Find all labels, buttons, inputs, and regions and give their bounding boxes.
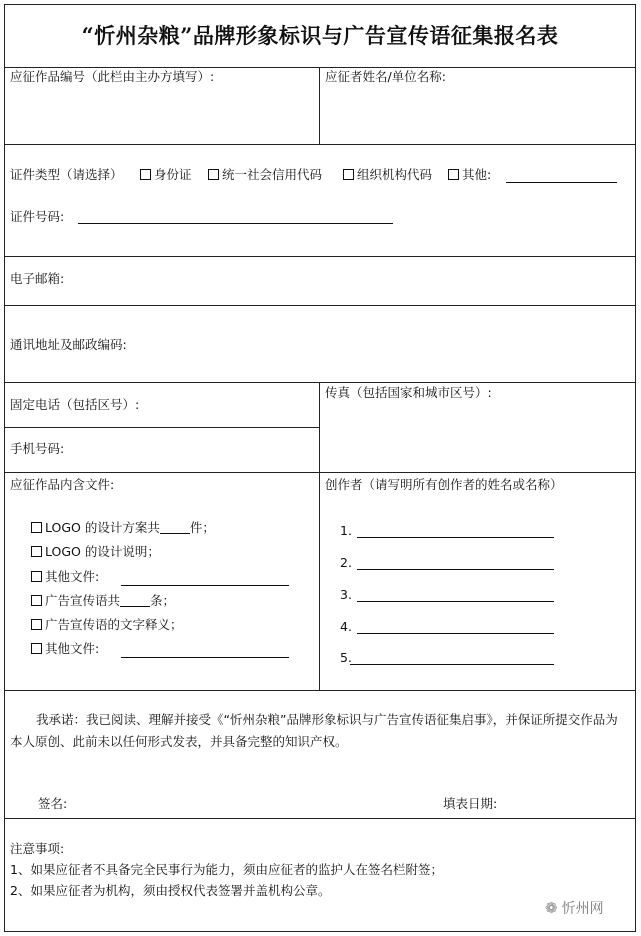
id-option-label: 组织机构代码 bbox=[357, 167, 433, 182]
rule-title bbox=[4, 67, 636, 68]
file-other-2[interactable] bbox=[31, 641, 99, 657]
checkbox-icon[interactable] bbox=[448, 169, 459, 180]
files-label: 应征作品内含文件: bbox=[10, 477, 115, 492]
rule-id bbox=[4, 256, 636, 257]
id-option-idcard[interactable] bbox=[140, 167, 192, 183]
rule-address bbox=[4, 382, 636, 383]
checkbox-icon[interactable] bbox=[31, 546, 42, 557]
checkbox-icon[interactable] bbox=[31, 571, 42, 582]
file-logo-explain[interactable] bbox=[31, 544, 160, 560]
work-number-label: 应征作品编号（此栏由主办方填写）: bbox=[10, 69, 215, 84]
logo-count-blank[interactable] bbox=[160, 521, 190, 534]
file-slogan-text: 广告宣传语共 bbox=[45, 593, 121, 608]
note-item: 1、如果应征者不具备完全民事行为能力，须由应征者的监护人在签名栏附签； bbox=[10, 862, 443, 877]
checkbox-icon[interactable] bbox=[31, 619, 42, 630]
signature-label: 签名: bbox=[38, 796, 68, 811]
creator-number: 1. bbox=[340, 523, 352, 538]
email-label: 电子邮箱: bbox=[10, 271, 65, 286]
file-logo-design-suffix: 件； bbox=[189, 520, 215, 535]
rule-files bbox=[4, 690, 636, 691]
file-logo-design-text: LOGO 的设计方案共 bbox=[45, 520, 160, 535]
file-logo-explain-text: LOGO 的设计说明； bbox=[45, 544, 160, 559]
creator-number: 4. bbox=[340, 619, 352, 634]
slogan-count-blank[interactable] bbox=[120, 594, 150, 607]
file-other-1[interactable] bbox=[31, 569, 99, 585]
pledge-text: 我承诺：我已阅读、理解并接受《“忻州杂粮”品牌形象标识与广告宣传语征集启事》，并保证所提交作品为本人原创、此前未以任何形式发表，并具备完整的知识产权。 bbox=[10, 712, 618, 749]
creator-number: 3. bbox=[340, 587, 352, 602]
checkbox-icon[interactable] bbox=[208, 169, 219, 180]
file-other-2-text: 其他文件: bbox=[45, 641, 100, 656]
creator-number: 2. bbox=[340, 555, 352, 570]
checkbox-icon[interactable] bbox=[343, 169, 354, 180]
id-option-other[interactable] bbox=[448, 167, 491, 183]
file-slogan-suffix: 条； bbox=[150, 593, 176, 608]
creators-label: 创作者（请写明所有创作者的姓名或名称） bbox=[325, 477, 563, 492]
checkbox-icon[interactable] bbox=[140, 169, 151, 180]
file-slogan-explain[interactable] bbox=[31, 617, 183, 633]
id-option-label: 统一社会信用代码 bbox=[222, 167, 323, 182]
checkbox-icon[interactable] bbox=[31, 595, 42, 606]
file-logo-design[interactable] bbox=[31, 520, 215, 536]
rule-landline bbox=[4, 427, 319, 428]
rule-phone bbox=[4, 472, 636, 473]
wechat-icon: ❁ bbox=[545, 899, 558, 917]
landline-label: 固定电话（包括区号）: bbox=[10, 397, 140, 412]
notes-heading: 注意事项: bbox=[10, 841, 65, 856]
date-label: 填表日期: bbox=[443, 796, 498, 811]
note-item: 2、如果应征者为机构，须由授权代表签署并盖机构公章。 bbox=[10, 883, 331, 898]
other-files-2-blank[interactable] bbox=[121, 657, 289, 658]
creator-blank-1[interactable] bbox=[357, 537, 554, 538]
checkbox-icon[interactable] bbox=[31, 643, 42, 654]
file-slogan[interactable] bbox=[31, 593, 175, 609]
id-other-blank[interactable] bbox=[506, 182, 617, 183]
creator-blank-3[interactable] bbox=[357, 601, 554, 602]
creator-blank-2[interactable] bbox=[357, 569, 554, 570]
creator-blank-5[interactable] bbox=[350, 664, 554, 665]
creator-number: 5. bbox=[340, 650, 352, 665]
fax-label: 传真（包括国家和城市区号）: bbox=[325, 385, 492, 400]
id-option-label: 身份证 bbox=[154, 167, 192, 182]
id-type-label: 证件类型（请选择） bbox=[10, 167, 123, 182]
watermark-text: 忻州网 bbox=[561, 901, 604, 917]
watermark-logo bbox=[545, 898, 604, 918]
address-label: 通讯地址及邮政编码: bbox=[10, 337, 127, 352]
id-option-org-code[interactable] bbox=[343, 167, 432, 183]
id-number-blank[interactable] bbox=[78, 223, 393, 224]
id-option-credit-code[interactable] bbox=[208, 167, 322, 183]
file-other-1-text: 其他文件: bbox=[45, 569, 100, 584]
divider-number bbox=[319, 67, 320, 144]
rule-number bbox=[4, 144, 636, 145]
rule-email bbox=[4, 305, 636, 306]
mobile-label: 手机号码: bbox=[10, 441, 65, 456]
divider-contact bbox=[319, 382, 320, 690]
id-option-label: 其他: bbox=[462, 167, 492, 182]
other-files-1-blank[interactable] bbox=[121, 585, 289, 586]
checkbox-icon[interactable] bbox=[31, 522, 42, 533]
file-slogan-explain-text: 广告宣传语的文字释义； bbox=[45, 617, 183, 632]
applicant-name-label: 应征者姓名/单位名称: bbox=[325, 69, 446, 84]
page-title: “忻州杂粮”品牌形象标识与广告宣传语征集报名表 bbox=[81, 23, 559, 48]
id-number-label: 证件号码: bbox=[10, 209, 65, 224]
creator-blank-4[interactable] bbox=[357, 633, 554, 634]
rule-pledge bbox=[4, 818, 636, 819]
